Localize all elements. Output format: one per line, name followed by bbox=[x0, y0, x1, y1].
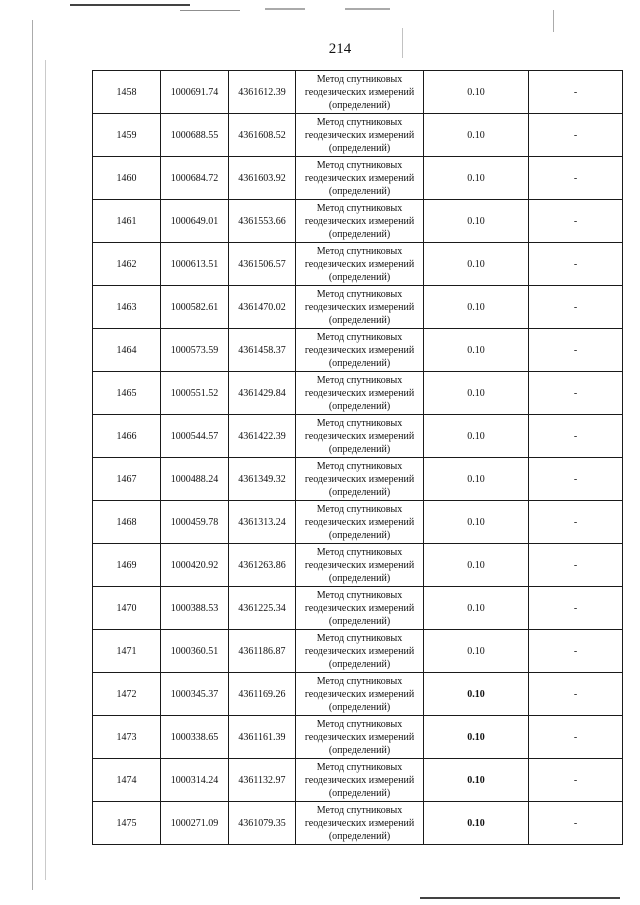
method-line: геодезических измерений bbox=[304, 387, 415, 399]
description-cell: - bbox=[529, 372, 623, 415]
method-line: геодезических измерений bbox=[304, 559, 415, 571]
accuracy-cell: 0.10 bbox=[424, 114, 529, 157]
description-cell: - bbox=[529, 630, 623, 673]
description-cell: - bbox=[529, 243, 623, 286]
method-line: Метод спутниковых bbox=[316, 374, 403, 386]
x-coordinate-cell: 1000684.72 bbox=[161, 157, 229, 200]
method-cell bbox=[296, 458, 424, 501]
y-coordinate-cell: 4361349.32 bbox=[229, 458, 296, 501]
accuracy-cell: 0.10 bbox=[424, 630, 529, 673]
point-number-cell: 1460 bbox=[93, 157, 161, 200]
point-number-cell: 1462 bbox=[93, 243, 161, 286]
method-line: геодезических измерений bbox=[304, 645, 415, 657]
accuracy-cell: 0.10 bbox=[424, 673, 529, 716]
method-line: Метод спутниковых bbox=[316, 331, 403, 343]
accuracy-cell: 0.10 bbox=[424, 200, 529, 243]
x-coordinate-cell: 1000271.09 bbox=[161, 802, 229, 845]
method-cell bbox=[296, 802, 424, 845]
method-line: Метод спутниковых bbox=[316, 675, 403, 687]
method-cell bbox=[296, 759, 424, 802]
table-row bbox=[93, 501, 623, 544]
table-row bbox=[93, 157, 623, 200]
accuracy-cell: 0.10 bbox=[424, 157, 529, 200]
method-line: геодезических измерений bbox=[304, 258, 415, 270]
point-number-cell: 1461 bbox=[93, 200, 161, 243]
accuracy-cell: 0.10 bbox=[424, 329, 529, 372]
method-line: Метод спутниковых bbox=[316, 804, 403, 816]
method-line: Метод спутниковых bbox=[316, 718, 403, 730]
accuracy-cell: 0.10 bbox=[424, 587, 529, 630]
method-line: геодезических измерений bbox=[304, 817, 415, 829]
y-coordinate-cell: 4361422.39 bbox=[229, 415, 296, 458]
table-row bbox=[93, 243, 623, 286]
method-line: (определений) bbox=[328, 787, 391, 799]
method-cell bbox=[296, 71, 424, 114]
method-cell bbox=[296, 587, 424, 630]
scan-artifact bbox=[45, 60, 46, 880]
method-line: Метод спутниковых bbox=[316, 73, 403, 85]
table-row bbox=[93, 71, 623, 114]
description-cell: - bbox=[529, 759, 623, 802]
x-coordinate-cell: 1000338.65 bbox=[161, 716, 229, 759]
point-number-cell: 1474 bbox=[93, 759, 161, 802]
method-line: Метод спутниковых bbox=[316, 589, 403, 601]
y-coordinate-cell: 4361169.26 bbox=[229, 673, 296, 716]
method-line: геодезических измерений bbox=[304, 774, 415, 786]
accuracy-cell: 0.10 bbox=[424, 544, 529, 587]
method-line: (определений) bbox=[328, 271, 391, 283]
method-cell bbox=[296, 329, 424, 372]
method-line: геодезических измерений bbox=[304, 731, 415, 743]
method-cell bbox=[296, 630, 424, 673]
method-line: (определений) bbox=[328, 400, 391, 412]
table-row bbox=[93, 286, 623, 329]
method-line: геодезических измерений bbox=[304, 516, 415, 528]
method-line: Метод спутниковых bbox=[316, 460, 403, 472]
point-number-cell: 1472 bbox=[93, 673, 161, 716]
table-row bbox=[93, 673, 623, 716]
x-coordinate-cell: 1000420.92 bbox=[161, 544, 229, 587]
method-line: (определений) bbox=[328, 228, 391, 240]
description-cell: - bbox=[529, 716, 623, 759]
method-line: геодезических измерений bbox=[304, 86, 415, 98]
method-line: Метод спутниковых bbox=[316, 202, 403, 214]
accuracy-cell: 0.10 bbox=[424, 71, 529, 114]
method-cell bbox=[296, 372, 424, 415]
method-cell bbox=[296, 157, 424, 200]
y-coordinate-cell: 4361263.86 bbox=[229, 544, 296, 587]
accuracy-cell: 0.10 bbox=[424, 501, 529, 544]
y-coordinate-cell: 4361225.34 bbox=[229, 587, 296, 630]
method-line: Метод спутниковых bbox=[316, 245, 403, 257]
method-line: геодезических измерений bbox=[304, 172, 415, 184]
method-line: Метод спутниковых bbox=[316, 761, 403, 773]
x-coordinate-cell: 1000613.51 bbox=[161, 243, 229, 286]
x-coordinate-cell: 1000649.01 bbox=[161, 200, 229, 243]
accuracy-cell: 0.10 bbox=[424, 458, 529, 501]
accuracy-cell: 0.10 bbox=[424, 415, 529, 458]
table-row bbox=[93, 372, 623, 415]
description-cell: - bbox=[529, 673, 623, 716]
y-coordinate-cell: 4361161.39 bbox=[229, 716, 296, 759]
x-coordinate-cell: 1000459.78 bbox=[161, 501, 229, 544]
point-number-cell: 1471 bbox=[93, 630, 161, 673]
method-line: геодезических измерений bbox=[304, 688, 415, 700]
description-cell: - bbox=[529, 71, 623, 114]
x-coordinate-cell: 1000360.51 bbox=[161, 630, 229, 673]
x-coordinate-cell: 1000582.61 bbox=[161, 286, 229, 329]
table-row bbox=[93, 415, 623, 458]
method-line: (определений) bbox=[328, 443, 391, 455]
description-cell: - bbox=[529, 114, 623, 157]
point-number-cell: 1458 bbox=[93, 71, 161, 114]
method-line: Метод спутниковых bbox=[316, 632, 403, 644]
method-line: Метод спутниковых bbox=[316, 159, 403, 171]
point-number-cell: 1464 bbox=[93, 329, 161, 372]
coordinates-table bbox=[92, 70, 623, 845]
description-cell: - bbox=[529, 458, 623, 501]
x-coordinate-cell: 1000688.55 bbox=[161, 114, 229, 157]
description-cell: - bbox=[529, 157, 623, 200]
method-cell bbox=[296, 415, 424, 458]
scan-artifact bbox=[345, 8, 390, 10]
description-cell: - bbox=[529, 544, 623, 587]
method-line: геодезических измерений bbox=[304, 344, 415, 356]
method-line: (определений) bbox=[328, 486, 391, 498]
x-coordinate-cell: 1000691.74 bbox=[161, 71, 229, 114]
method-line: Метод спутниковых bbox=[316, 288, 403, 300]
x-coordinate-cell: 1000488.24 bbox=[161, 458, 229, 501]
method-cell bbox=[296, 243, 424, 286]
method-cell bbox=[296, 716, 424, 759]
y-coordinate-cell: 4361313.24 bbox=[229, 501, 296, 544]
method-line: Метод спутниковых bbox=[316, 546, 403, 558]
x-coordinate-cell: 1000573.59 bbox=[161, 329, 229, 372]
page-number: 214 bbox=[328, 41, 352, 57]
method-cell bbox=[296, 501, 424, 544]
table-row bbox=[93, 329, 623, 372]
x-coordinate-cell: 1000388.53 bbox=[161, 587, 229, 630]
table-row bbox=[93, 200, 623, 243]
y-coordinate-cell: 4361132.97 bbox=[229, 759, 296, 802]
method-line: (определений) bbox=[328, 314, 391, 326]
x-coordinate-cell: 1000544.57 bbox=[161, 415, 229, 458]
method-cell bbox=[296, 114, 424, 157]
coordinates-table-body bbox=[93, 71, 623, 845]
point-number-cell: 1469 bbox=[93, 544, 161, 587]
y-coordinate-cell: 4361612.39 bbox=[229, 71, 296, 114]
table-row bbox=[93, 716, 623, 759]
accuracy-cell: 0.10 bbox=[424, 286, 529, 329]
table-row bbox=[93, 458, 623, 501]
scan-artifact bbox=[265, 8, 305, 10]
point-number-cell: 1467 bbox=[93, 458, 161, 501]
method-line: (определений) bbox=[328, 185, 391, 197]
description-cell: - bbox=[529, 200, 623, 243]
y-coordinate-cell: 4361470.02 bbox=[229, 286, 296, 329]
y-coordinate-cell: 4361429.84 bbox=[229, 372, 296, 415]
table-row bbox=[93, 587, 623, 630]
scan-artifact bbox=[70, 4, 190, 6]
method-line: геодезических измерений bbox=[304, 301, 415, 313]
y-coordinate-cell: 4361506.57 bbox=[229, 243, 296, 286]
method-line: (определений) bbox=[328, 830, 391, 842]
method-line: (определений) bbox=[328, 572, 391, 584]
description-cell: - bbox=[529, 329, 623, 372]
point-number-cell: 1473 bbox=[93, 716, 161, 759]
method-line: (определений) bbox=[328, 357, 391, 369]
method-line: геодезических измерений bbox=[304, 473, 415, 485]
table-row bbox=[93, 544, 623, 587]
method-line: геодезических измерений bbox=[304, 602, 415, 614]
table-row bbox=[93, 802, 623, 845]
point-number-cell: 1468 bbox=[93, 501, 161, 544]
point-number-cell: 1470 bbox=[93, 587, 161, 630]
description-cell: - bbox=[529, 501, 623, 544]
method-line: (определений) bbox=[328, 658, 391, 670]
method-line: геодезических измерений bbox=[304, 129, 415, 141]
point-number-cell: 1466 bbox=[93, 415, 161, 458]
table-row bbox=[93, 114, 623, 157]
table-row bbox=[93, 759, 623, 802]
method-cell bbox=[296, 286, 424, 329]
method-line: Метод спутниковых bbox=[316, 417, 403, 429]
description-cell: - bbox=[529, 587, 623, 630]
y-coordinate-cell: 4361608.52 bbox=[229, 114, 296, 157]
y-coordinate-cell: 4361553.66 bbox=[229, 200, 296, 243]
scan-artifact bbox=[420, 897, 620, 899]
method-line: Метод спутниковых bbox=[316, 116, 403, 128]
method-line: (определений) bbox=[328, 529, 391, 541]
method-line: (определений) bbox=[328, 615, 391, 627]
method-line: (определений) bbox=[328, 701, 391, 713]
scan-artifact bbox=[180, 10, 240, 11]
x-coordinate-cell: 1000345.37 bbox=[161, 673, 229, 716]
x-coordinate-cell: 1000551.52 bbox=[161, 372, 229, 415]
accuracy-cell: 0.10 bbox=[424, 716, 529, 759]
accuracy-cell: 0.10 bbox=[424, 243, 529, 286]
table-row bbox=[93, 630, 623, 673]
description-cell: - bbox=[529, 286, 623, 329]
accuracy-cell: 0.10 bbox=[424, 802, 529, 845]
method-line: Метод спутниковых bbox=[316, 503, 403, 515]
method-cell bbox=[296, 200, 424, 243]
point-number-cell: 1475 bbox=[93, 802, 161, 845]
point-number-cell: 1463 bbox=[93, 286, 161, 329]
method-cell bbox=[296, 673, 424, 716]
method-line: (определений) bbox=[328, 99, 391, 111]
method-cell bbox=[296, 544, 424, 587]
point-number-cell: 1459 bbox=[93, 114, 161, 157]
y-coordinate-cell: 4361079.35 bbox=[229, 802, 296, 845]
y-coordinate-cell: 4361603.92 bbox=[229, 157, 296, 200]
accuracy-cell: 0.10 bbox=[424, 372, 529, 415]
y-coordinate-cell: 4361186.87 bbox=[229, 630, 296, 673]
description-cell: - bbox=[529, 415, 623, 458]
point-number-cell: 1465 bbox=[93, 372, 161, 415]
description-cell: - bbox=[529, 802, 623, 845]
method-line: геодезических измерений bbox=[304, 430, 415, 442]
scan-artifact bbox=[553, 10, 554, 32]
method-line: (определений) bbox=[328, 142, 391, 154]
scan-artifact bbox=[32, 20, 33, 890]
y-coordinate-cell: 4361458.37 bbox=[229, 329, 296, 372]
method-line: геодезических измерений bbox=[304, 215, 415, 227]
method-line: (определений) bbox=[328, 744, 391, 756]
x-coordinate-cell: 1000314.24 bbox=[161, 759, 229, 802]
accuracy-cell: 0.10 bbox=[424, 759, 529, 802]
